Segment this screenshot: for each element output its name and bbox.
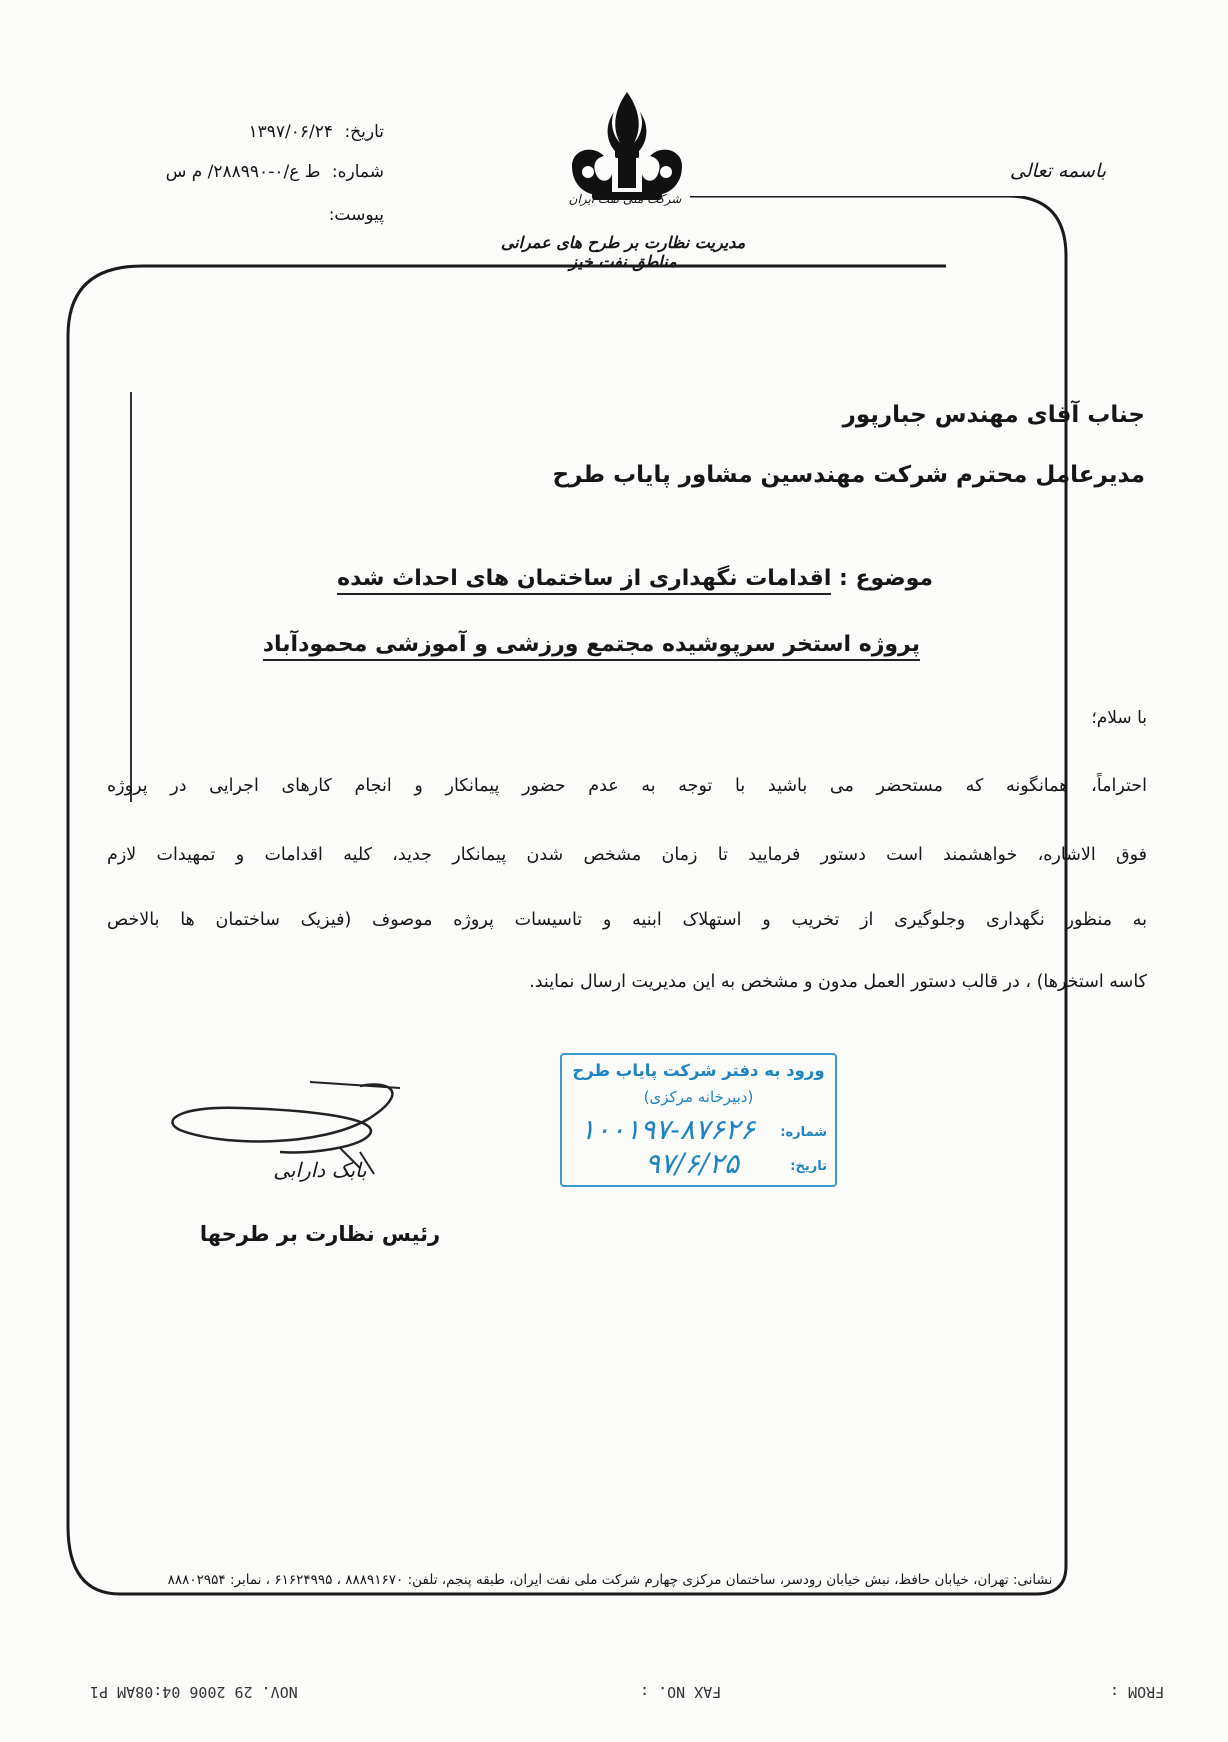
date-value: ۱۳۹۷/۰۶/۲۴: [248, 122, 334, 142]
stamp-title: ورود به دفتر شرکت پایاب طرح: [572, 1061, 825, 1080]
date-line: [249, 122, 384, 142]
company-name: شرکت ملی نفت ایران: [568, 192, 682, 206]
number-line: [166, 162, 384, 182]
greeting: با سلام؛: [1091, 708, 1147, 728]
fax-number: FAX NO. :: [640, 1683, 722, 1701]
subject-text-1: اقدامات نگهداری از ساختمان های احداث شده: [337, 566, 831, 595]
signer-title: رئیس نظارت بر طرحها: [199, 1222, 441, 1246]
attachment-label: پیوست:: [328, 205, 384, 225]
subject-text-2: پروژه استخر سرپوشیده مجتمع ورزشی و آموزشی محمودآباد: [263, 632, 920, 661]
signer-name: بابک دارابی: [273, 1158, 367, 1182]
footer-address: نشانی: تهران، خیابان حافظ، نبش خیابان رودسر، ساختمان مرکزی چهارم شرکت ملی نفت ایران، طبقه پنجم، تلفن: ۸۸۸۹۱۶۷۰ ، ۶۱۶۲۴۹۹۵ ، نمابر: ۸۸۸۰۲۹۵۴: [167, 1572, 1053, 1588]
body-line-2: فوق الاشاره، خواهشمند است دستور فرمایید تا زمان مشخص شدن پیمانکار جدید، کلیه اقدامات و تمهیدات لازم: [107, 845, 1147, 865]
stamp-number-label: شماره:: [780, 1125, 827, 1140]
fax-date-time: NOV. 29 2006 04:08AM P1: [90, 1683, 298, 1701]
number-value: ط ع/۰-۲۸۸۹۹۰/ م س: [165, 162, 321, 182]
stamp-subtitle: (دبیرخانه مرکزی): [643, 1088, 754, 1106]
received-stamp: [560, 1053, 837, 1187]
stamp-number-value: ۱۰۰۱۹۷-۸۷۶۲۶: [580, 1113, 755, 1146]
body-line-4: کاسه استخرها) ، در قالب دستور العمل مدون و مشخص به این مدیریت ارسال نمایند.: [529, 972, 1147, 992]
stamp-date-value: ۹۷/۶/۲۵: [644, 1147, 739, 1180]
department-name: مدیریت نظارت بر طرح های عمرانی مناطق نفت خیز: [500, 233, 746, 271]
subject-label: موضوع :: [839, 566, 933, 591]
body-line-1: احتراماً، همانگونه که مستحضر می باشید با توجه به عدم حضور پیمانکار و انجام کارهای اجرایی در پروژه: [107, 776, 1147, 796]
number-label: شماره:: [331, 162, 384, 182]
fax-from: FROM :: [1110, 1683, 1165, 1701]
body-line-3: به منظور نگهداری وجلوگیری از تخریب و استهلاک ابنیه و تاسیسات پروژه موصوف (فیزیک ساختمان ها بالاخص: [107, 910, 1147, 930]
subject-line-1: [337, 566, 933, 591]
margin-line: [130, 392, 132, 802]
stamp-date-label: تاریخ:: [790, 1159, 827, 1174]
recipient-line-2: مدیرعامل محترم شرکت مهندسین مشاور پایاب طرح: [552, 462, 1145, 488]
attachment-line: [329, 205, 384, 225]
date-label: تاریخ:: [344, 122, 384, 142]
recipient-line-1: جناب آقای مهندس جبارپور: [842, 402, 1145, 428]
bismillah: باسمه تعالی: [1009, 160, 1106, 182]
subject-line-2: [263, 632, 920, 657]
